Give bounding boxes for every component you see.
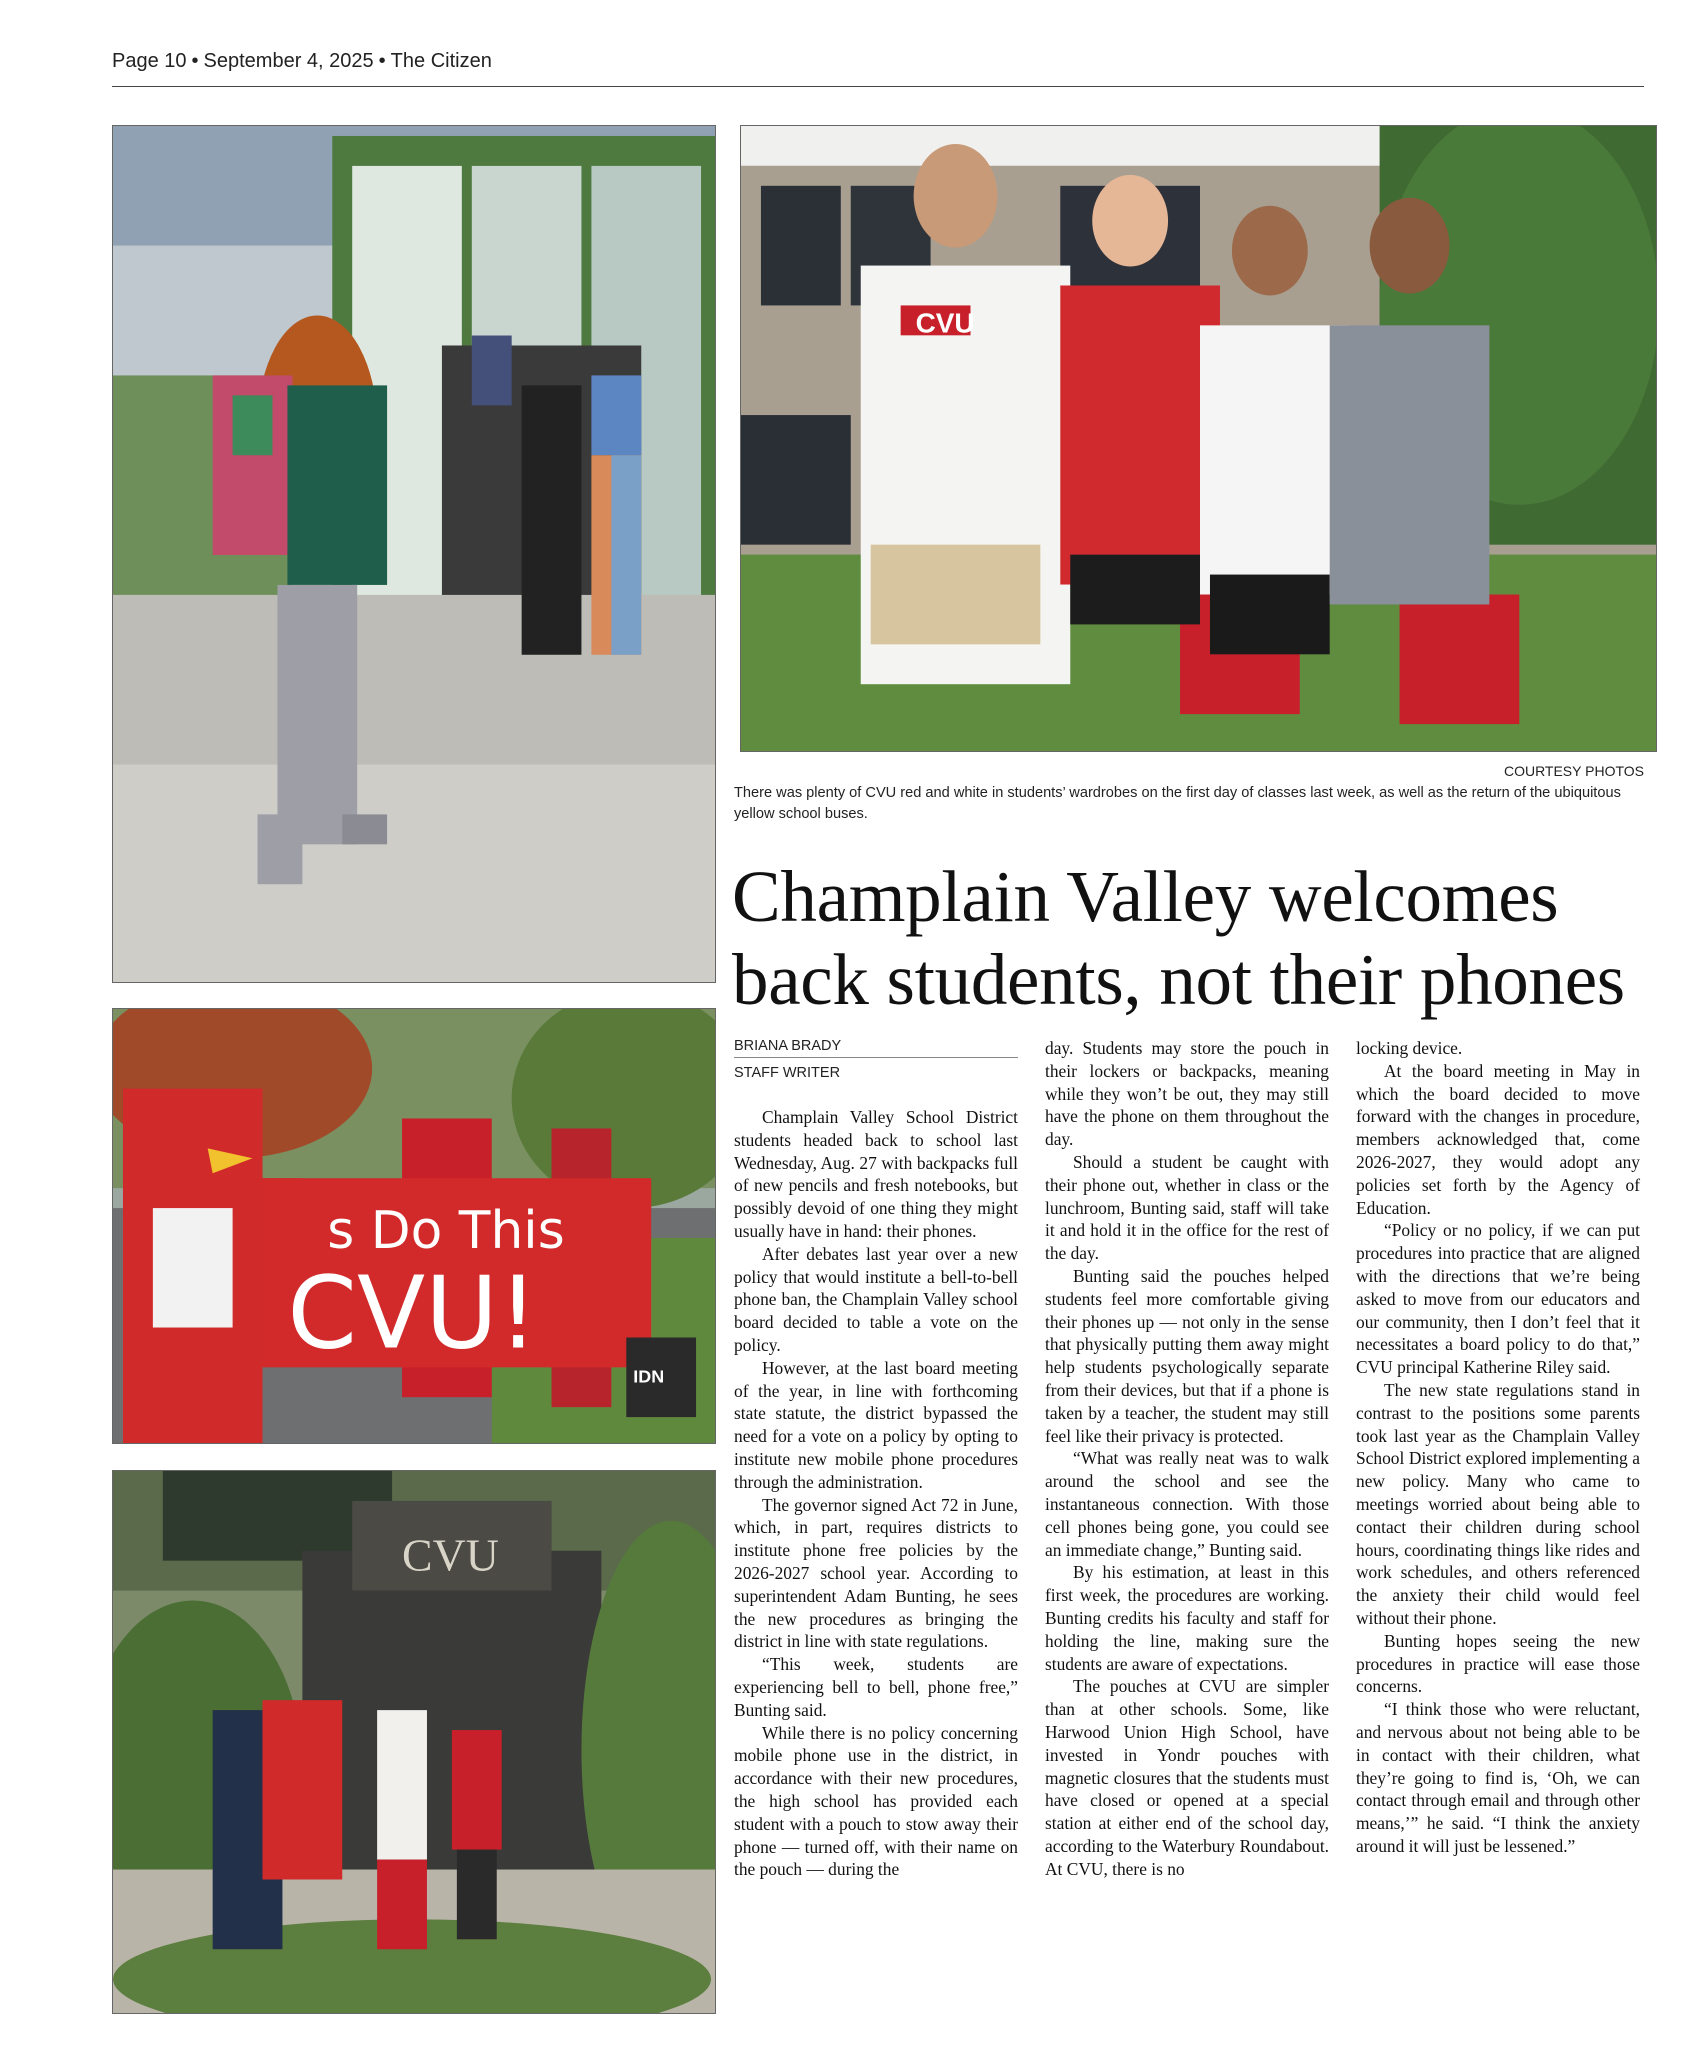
folio-page: Page 10 (112, 50, 187, 72)
article-paragraph: Champlain Valley School District students headed back to school last Wednesday, Aug. 27 with backpacks full of new pencils and fresh notebooks, but possibly devoid of one thing they might usually have in hand: their phones. (734, 1107, 1018, 1241)
folio-separator: • (378, 50, 386, 72)
article-paragraph-continued: locking device. (1356, 1038, 1463, 1058)
photo-credit: COURTESY PHOTOS (1503, 763, 1644, 779)
folio-separator: • (191, 50, 199, 72)
byline-author: BRIANA BRADY (734, 1038, 1018, 1058)
banner-text-line1: s Do This (327, 1200, 565, 1261)
article-paragraph: “What was really neat was to walk around the school and see the instantaneous connection. With those cell phones being gone, you could see an immediate change,” Bunting said. (1045, 1448, 1329, 1560)
article-headline: Champlain Valley welcomes back students, not their phones (732, 856, 1625, 1020)
shirt-logo: CVU (915, 307, 975, 339)
article-paragraph: However, at the last board meeting of the year, in line with forthcoming state statute, the district bypassed the need for a vote on a policy by opting to institute new mobile phone procedures through the administration. (734, 1357, 1018, 1492)
photo-caption: There was plenty of CVU red and white in students’ wardrobes on the first day of classes last week, as well as the return of the ubiquitous yellow school buses. (734, 785, 1621, 822)
photo-cvu-entrance (112, 1470, 716, 2014)
photo-school-entrance (112, 125, 716, 983)
photo-mascot-banner (112, 1008, 716, 1444)
byline-role: STAFF WRITER (734, 1065, 841, 1081)
article-column-2 (1045, 1037, 1329, 1880)
folio-publication: The Citizen (390, 50, 492, 72)
article-paragraph: The new state regulations stand in contrast to the positions some parents took last year as the Champlain Valley School District explored implementing a new policy. Many who came to meetings worried about being able to contact their children during school hours, coordinating things like rides and work schedules, and others referenced the anxiety their child would feel without their phone. (1356, 1379, 1640, 1628)
article-paragraph: The governor signed Act 72 in June, which, in part, requires districts to institute phone free policies by the 2026-2027 school year. According to superintendent Adam Bunting, he sees the new procedures as bringing the district in line with state regulations. (734, 1494, 1018, 1652)
article-column-3 (1356, 1037, 1640, 1858)
article-paragraph: At the board meeting in May in which the board decided to move forward with the changes in procedure, members acknowledged that, come 2026-2027, they would adopt any policies set forth by the Agency of Education. (1356, 1060, 1640, 1218)
header-rule (112, 86, 1644, 87)
article-paragraph: Bunting said the pouches helped students feel more comfortable giving their phones up — not only in the sense that physically putting them away might help students psychologically separate from their devices, but that if a phone is taken by a teacher, the student may still feel like their privacy is protected. (1045, 1265, 1329, 1446)
page-folio (112, 50, 492, 73)
article-paragraph-continued: day. Students may store the pouch in their lockers or backpacks, meaning while they won’t be out, they may still have the phone on them throughout the day. (1045, 1038, 1329, 1150)
byline (734, 1038, 1018, 1081)
article-paragraph: By his estimation, at least in this first week, the procedures are working. Bunting credits his faculty and staff for holding the line, making sure the students are aware of expectations. (1045, 1562, 1329, 1674)
photo-four-students (740, 125, 1657, 752)
article-paragraph: “Policy or no policy, if we can put procedures into practice that are aligned with the directions that we’re being asked to move from our educators and our community, then I don’t feel that it necessitates a board policy to do that,” CVU principal Katherine Riley said. (1356, 1220, 1640, 1378)
article-paragraph: “I think those who were reluctant, and nervous about not being able to be in contact with their children, what they’re going to find is, ‘Oh, we can contact through email and through other means,’” he said. “I think the anxiety around it will just be lessened.” (1356, 1699, 1640, 1856)
article-paragraph: After debates last year over a new policy that would institute a bell-to-bell phone ban, the Champlain Valley school board decided to table a vote on the policy. (734, 1243, 1018, 1355)
article-paragraph: The pouches at CVU are simpler than at other schools. Some, like Harwood Union High School, have invested in Yondr pouches with magnetic closures that the students must have closed or opened at a special station at either end of the school day, according to the Waterbury Roundabout. At CVU, there is no (1045, 1676, 1329, 1879)
article-paragraph: While there is no policy concerning mobile phone use in the district, in accordance with their new procedures, the high school has provided each student with a pouch to stow away their phone — turned off, with their name on the pouch — during the (734, 1722, 1018, 1880)
building-sign: CVU (402, 1529, 499, 1581)
article-column-1 (734, 1106, 1018, 1881)
article-paragraph: “This week, students are experiencing bell to bell, phone free,” Bunting said. (734, 1654, 1018, 1720)
article-paragraph: Should a student be caught with their phone out, whether in class or the lunchroom, Bunting said, staff will take it and hold it in the office for the rest of the day. (1045, 1151, 1329, 1264)
folio-date: September 4, 2025 (203, 50, 374, 72)
banner-text-line2: CVU! (287, 1256, 539, 1372)
article-paragraph: Bunting hopes seeing the new procedures in practice will ease those concerns. (1356, 1630, 1640, 1697)
speaker-logo: IDN (633, 1366, 665, 1387)
